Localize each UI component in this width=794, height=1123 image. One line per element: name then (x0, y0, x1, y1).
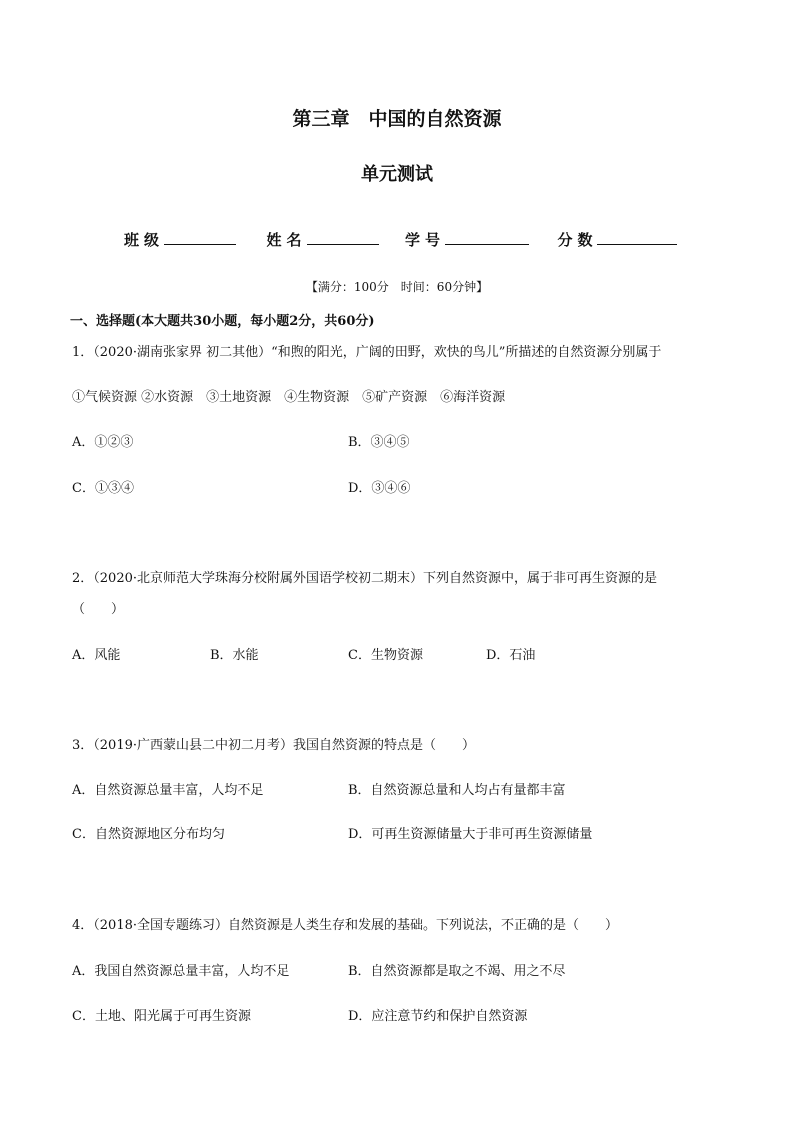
question-2-option-d[interactable]: D．石油 (486, 648, 536, 663)
student-id-label: 学号 (404, 231, 445, 249)
score-blank[interactable] (597, 232, 677, 245)
question-1-option-b[interactable]: B．③④⑤ (348, 435, 410, 450)
question-3-option-b[interactable]: B．自然资源总量和人均占有量都丰富 (348, 783, 566, 798)
question-2-option-c[interactable]: C．生物资源 (348, 648, 423, 663)
question-4-option-c[interactable]: C．土地、阳光属于可再生资源 (72, 1009, 251, 1024)
question-1-option-a[interactable]: A．①②③ (72, 435, 134, 450)
question-4-option-a[interactable]: A．我国自然资源总量丰富，人均不足 (72, 964, 290, 979)
question-3-option-c[interactable]: C．自然资源地区分布均匀 (72, 827, 225, 842)
question-4-stem: 4．（2018·全国专题练习）自然资源是人类生存和发展的基础。下列说法，不正确的是（ ） (72, 918, 618, 933)
question-1-option-d[interactable]: D．③④⑥ (348, 481, 411, 496)
class-blank[interactable] (164, 232, 236, 245)
question-2-option-b[interactable]: B．水能 (210, 648, 259, 663)
student-id-blank[interactable] (445, 232, 529, 245)
test-subtitle: 单元测试 (361, 164, 433, 185)
name-label: 姓名 (266, 231, 307, 249)
question-3-option-d[interactable]: D．可再生资源储量大于非可再生资源储量 (348, 827, 593, 842)
name-blank[interactable] (307, 232, 379, 245)
question-3-option-a[interactable]: A．自然资源总量丰富，人均不足 (72, 783, 264, 798)
chapter-title: 第三章 中国的自然资源 (292, 108, 502, 130)
class-label: 班级 (124, 231, 165, 249)
score-label: 分数 (557, 231, 598, 249)
score-time-note: 【满分：100分 时间：60分钟】 (305, 280, 489, 294)
question-4-option-b[interactable]: B．自然资源都是取之不竭、用之不尽 (348, 964, 566, 979)
question-2-answer-blank: （ ） (72, 602, 125, 617)
question-2-option-a[interactable]: A．风能 (72, 648, 121, 663)
student-info-row (124, 229, 677, 250)
question-1-resource-list: ①气候资源 ②水资源 ③土地资源 ④生物资源 ⑤矿产资源 ⑥海洋资源 (72, 390, 506, 405)
question-4-option-d[interactable]: D．应注意节约和保护自然资源 (348, 1009, 528, 1024)
question-1-option-c[interactable]: C．①③④ (72, 481, 134, 496)
question-3-stem: 3．（2019·广西蒙山县二中初二月考）我国自然资源的特点是（ ） (72, 738, 475, 753)
question-1-stem: 1．（2020·湖南张家界 初二其他）“和煦的阳光，广阔的田野，欢快的鸟儿”所描述的自然资源分别属于 (72, 345, 662, 360)
question-2-stem: 2．（2020·北京师范大学珠海分校附属外国语学校初二期末）下列自然资源中，属于非可再生资源的是 (72, 571, 657, 586)
section-heading: 一、选择题(本大题共30小题，每小题2分，共60分) (70, 314, 375, 329)
